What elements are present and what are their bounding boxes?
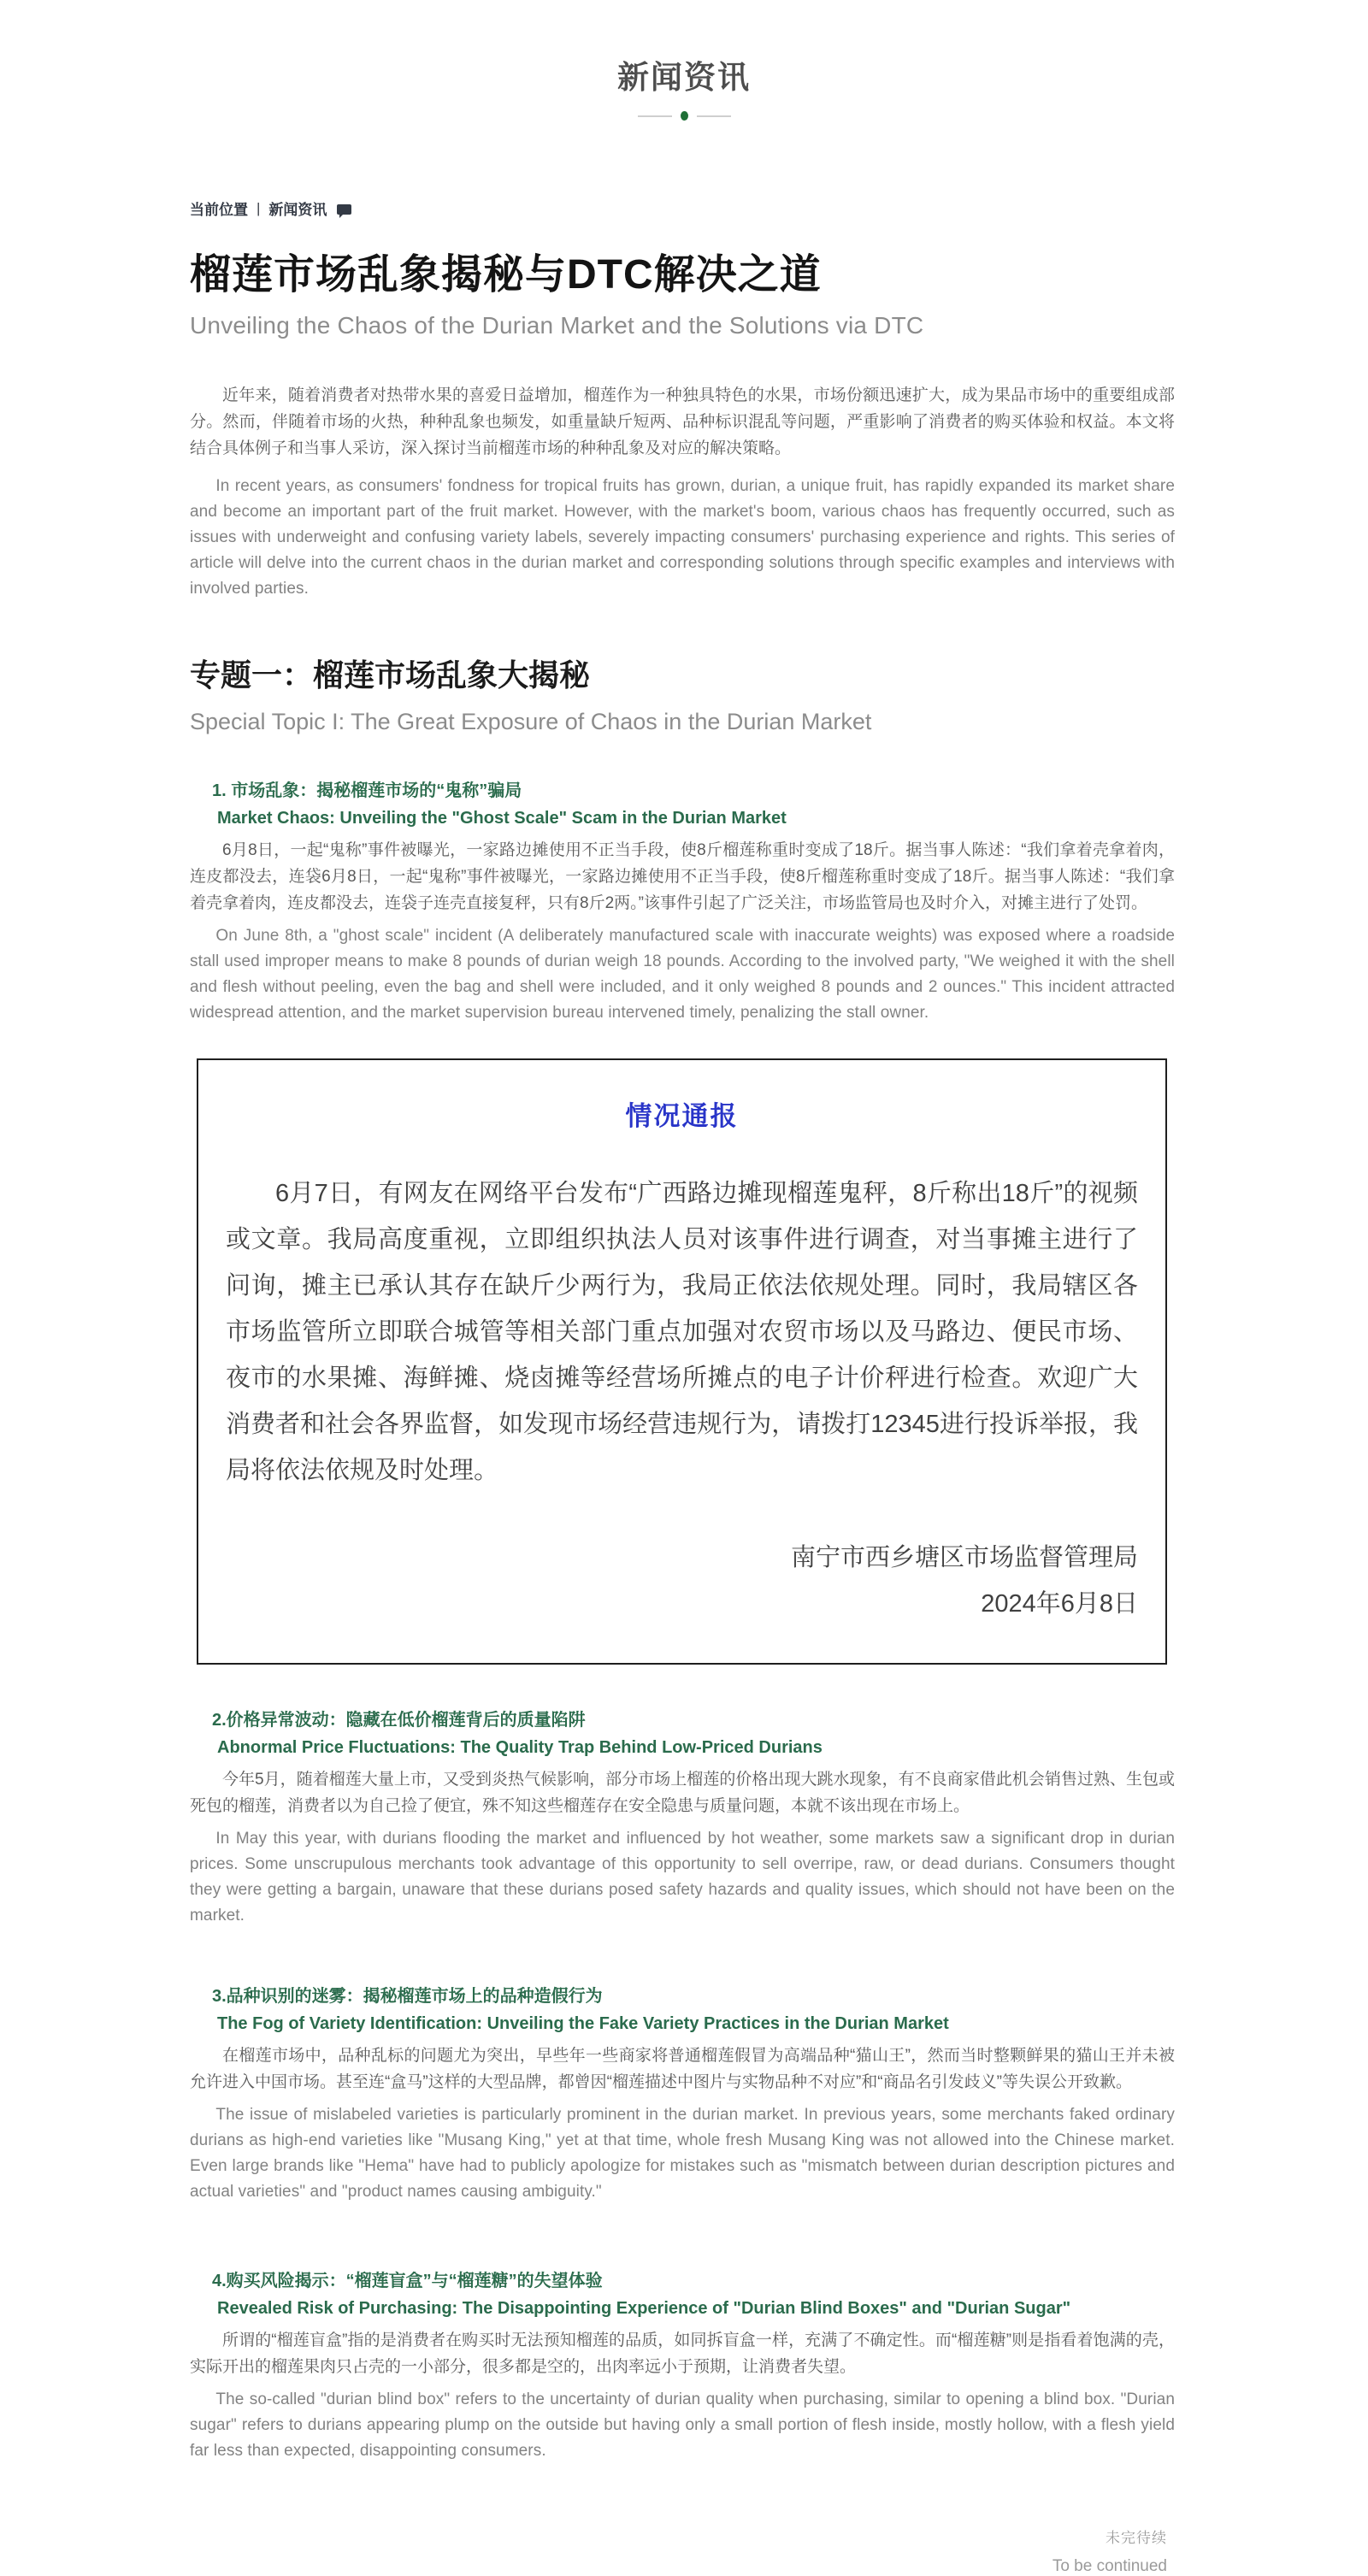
to-be-continued-cn: 未完待续 [1106,2530,1167,2546]
breadcrumb-section-link[interactable]: 新闻资讯 [268,202,327,218]
section-1-heading-en: Market Chaos: Unveiling the "Ghost Scale" Scam in the Durian Market [217,809,787,828]
page-footer [0,2526,1167,2576]
article-content [190,197,1175,2464]
official-notice-box [197,1058,1167,1665]
header-divider [0,111,1368,121]
section-market-chaos [190,776,1175,1026]
section-1-body-cn: 6月8日，一起“鬼称”事件被曝光，一家路边摊使用不正当手段，使8斤榴莲称重时变成了18斤。据当事人陈述：“我们拿着壳拿着肉，连皮都没去，连袋6月8日，一起“鬼称”事件被曝光，一家路边摊使用不正当手段，使8斤榴莲称重时变成了18斤。据当事人陈述：“我们拿着壳拿着肉，连皮都没去，连袋子连壳直接复秤，只有8斤2两。”该事件引起了广泛关注，市场监管局也及时介入，对摊主进行了处罚。 [190,841,1175,912]
topic-title-en: Special Topic I: The Great Exposure of Chaos in the Durian Market [190,709,872,734]
divider-line [697,115,731,117]
notice-signature-org: 南宁市西乡塘区市场监督管理局 [790,1544,1138,1571]
section-purchasing-risk [190,2267,1175,2464]
notice-signature [226,1535,1138,1627]
article-title-cn: 榴莲市场乱象揭秘与DTC解决之道 [190,252,822,298]
article-title-en: Unveiling the Chaos of the Durian Market and the Solutions via DTC [190,312,924,339]
section-2-body-cn: 今年5月，随着榴莲大量上市，又受到炎热气候影响，部分市场上榴莲的价格出现大跳水现象，有不良商家借此机会销售过熟、生包或死包的榴莲，消费者以为自己捡了便宜，殊不知这些榴莲存在安全隐患与质量问题，本就不该出现在市场上。 [190,1771,1175,1815]
section-price-fluctuations [190,1706,1175,1929]
section-2-heading-cn: 2.价格异常波动：隐藏在低价榴莲背后的质量陷阱 [212,1711,586,1730]
to-be-continued-en: To be continued [1052,2557,1167,2575]
section-variety-identification [190,1982,1175,2205]
page-title: 新闻资讯 [617,60,751,95]
notice-signature-date: 2024年6月8日 [981,1590,1138,1618]
page-header [0,0,1368,121]
section-4-body-en: The so-called "durian blind box" refers to the uncertainty of durian quality when purchasing, similar to opening a blind box. "Durian sugar" refers to durians appearing plump on the outside but having only a small portion of flesh inside, mostly hollow, with a flesh yield far less than expected, disappointing consumers. [190,2390,1175,2460]
notice-body: 6月7日，有网友在网络平台发布“广西路边摊现榴莲鬼秤，8斤称出18斤”的视频或文章。我局高度重视，立即组织执法人员对该事件进行调查，对当事摊主进行了问询，摊主已承认其存在缺斤少两行为，我局正依法依规处理。同时，我局辖区各市场监管所立即联合城管等相关部门重点加强对农贸市场以及马路边、便民市场、夜市的水果摊、海鲜摊、烧卤摊等经营场所摊点的电子计价秤进行检查。欢迎广大消费者和社会各界监督，如发现市场经营违规行为，请拨打12345进行投诉举报，我局将依法依规及时处理。 [226,1180,1138,1484]
divider-dot-icon [681,111,688,121]
intro-paragraph-en: In recent years, as consumers' fondness for tropical fruits has grown, durian, a unique fruit, has rapidly expanded its market share and become an important part of the fruit market. However, with the market's boom, various chaos has frequently occurred, such as issues with underweight and confusing variety labels, severely impacting consumers' purchasing experience and rights. This series of article will delve into the current chaos in the durian market and corresponding solutions through specific examples and interviews with involved parties. [190,477,1175,598]
breadcrumb-location-label: 当前位置 [190,202,248,218]
section-1-heading-cn: 1. 市场乱象：揭秘榴莲市场的“鬼称”骗局 [212,781,522,800]
section-4-heading-cn: 4.购买风险揭示：“榴莲盲盒”与“榴莲糖”的失望体验 [212,2272,603,2290]
section-2-body-en: In May this year, with durians flooding the market and influenced by hot weather, some markets saw a significant drop in durian prices. Some unscrupulous merchants took advantage of this opportunity to sell overripe, raw, or dead durians. Consumers thought they were getting a bargain, unaware that these durians posed safety hazards and quality issues, which should not have been on the market. [190,1830,1175,1925]
section-1-body-en: On June 8th, a "ghost scale" incident (A deliberately manufactured scale with inaccurate weights) was exposed where a roadside stall used improper means to make 8 pounds of durian weigh 18 pounds. According to the involved party, "We weighed it with the shell and flesh without peeling, even the bag and shell were included, and it only weighed 8 pounds and 2 ounces." This incident attracted widespread attention, and the market supervision bureau intervened timely, penalizing the stall owner. [190,927,1175,1022]
intro-paragraph-cn: 近年来，随着消费者对热带水果的喜爱日益增加，榴莲作为一种独具特色的水果，市场份额迅速扩大，成为果品市场中的重要组成部分。然而，伴随着市场的火热，种种乱象也频发，如重量缺斤短两、品种标识混乱等问题，严重影响了消费者的购买体验和权益。本文将结合具体例子和当事人采访，深入探讨当前榴莲市场的种种乱象及对应的解决策略。 [190,386,1175,457]
section-4-heading-en: Revealed Risk of Purchasing: The Disappointing Experience of "Durian Blind Boxes" and "Durian Sugar" [217,2299,1071,2318]
section-4-body-cn: 所谓的“榴莲盲盒”指的是消费者在购买时无法预知榴莲的品质，如同拆盲盒一样，充满了不确定性。而“榴莲糖”则是指看着饱满的壳，实际开出的榴莲果肉只占壳的一小部分，很多都是空的，出肉率远小于预期，让消费者失望。 [190,2331,1175,2376]
section-3-body-cn: 在榴莲市场中，品种乱标的问题尤为突出，早些年一些商家将普通榴莲假冒为高端品种“猫山王”，然而当时整颗鲜果的猫山王并未被允许进入中国市场。甚至连“盒马”这样的大型品牌，都曾因“榴莲描述中图片与实物品种不对应”和“商品名引发歧义”等失误公开致歉。 [190,2047,1175,2091]
topic-title-cn: 专题一：榴莲市场乱象大揭秘 [190,657,591,693]
breadcrumb-separator: | [256,199,261,216]
section-3-heading-en: The Fog of Variety Identification: Unveiling the Fake Variety Practices in the Durian Market [217,2014,949,2033]
section-3-body-en: The issue of mislabeled varieties is particularly prominent in the durian market. In previous years, some merchants faked ordinary durians as high-end varieties like "Musang King," yet at that time, whole fresh Musang King was not allowed into the Chinese market. Even large brands like "Hema" have had to publicly apologize for mistakes such as "mismatch between durian description pictures and actual varieties" and "product names causing ambiguity." [190,2106,1175,2201]
divider-line [638,115,672,117]
section-2-heading-en: Abnormal Price Fluctuations: The Quality Trap Behind Low-Priced Durians [217,1738,823,1757]
breadcrumb[interactable] [190,197,1175,219]
comment-bubble-icon [337,204,351,215]
notice-title: 情况通报 [625,1101,739,1131]
section-3-heading-cn: 3.品种识别的迷雾：揭秘榴莲市场上的品种造假行为 [212,1987,603,2006]
